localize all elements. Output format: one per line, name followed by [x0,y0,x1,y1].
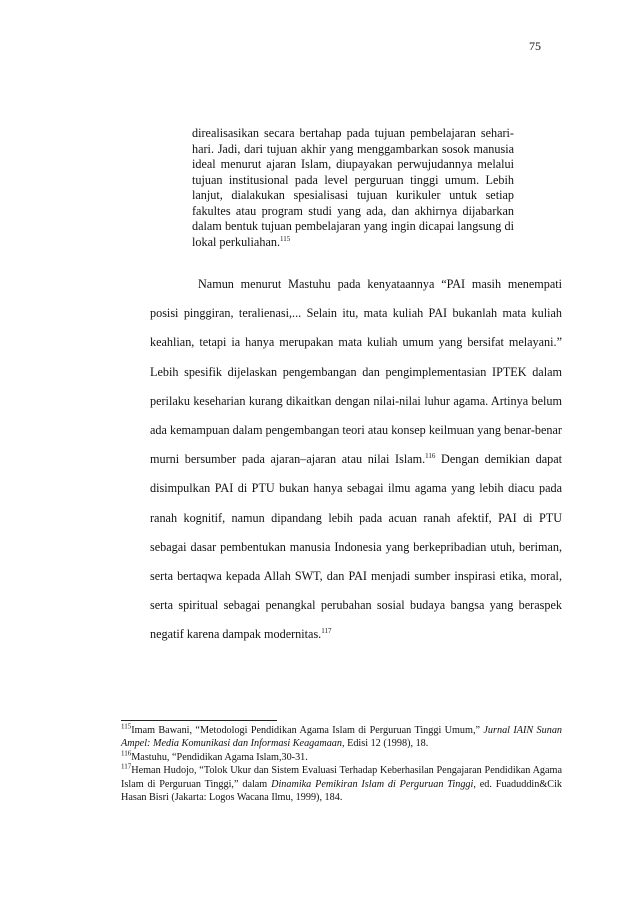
footnote-text-end: , Edisi 12 (1998), 18. [342,738,429,750]
footnote-divider [121,720,277,721]
block-quote-text: direalisasikan secara bertahap pada tujuan pembelajaran sehari-hari. Jadi, dari tujuan akhir yang menggambarkan sosok manusia ideal menurut ajaran Islam, diupayakan perwujudannya melalui tujuan institusional pada level perguruan tinggi umum. Lebih lanjut, dialakukan spesialisasi tujuan kurikuler untuk setiap fakultes atau program studi yang ada, dan akhirnya dijabarkan dalam bentuk tujuan pembelajaran yang ingin dicapai langsung di lokal perkuliahan. [192,126,514,249]
body-text-part1: Namun menurut Mastuhu pada kenyataannya “PAI masih menempati posisi pinggiran, teralienasi,... Selain itu, mata kuliah PAI bukanlah mata kuliah keahlian, tetapi ia hanya merupakan mata kuliah umum yang bersifat melayani.” Lebih spesifik dijelaskan pengembangan dan pengimplementasian IPTEK dalam perilaku keseharian kurang dikaitkan dengan nilai-nilai luhur agama. Artinya belum ada kemampuan dalam pengembangan teori atau konsep keilmuan yang benar-benar murni bersumber pada ajaran–ajaran atau nilai Islam. [150,277,562,467]
footnote-text: Imam Bawani, “Metodologi Pendidikan Agama Islam di Perguruan Tinggi Umum,” [131,725,484,736]
footnote-text-end: , ed. Fuaduddin&Cik Hasan Bisri (Jakarta: Logos Wacana Ilmu, 1999), 184. [121,778,562,804]
footnote-text: Mastuhu, “Pendidikan Agama Islam,30-31. [131,751,308,763]
block-quote [192,126,514,250]
page-number: 75 [529,39,541,53]
footnotes [121,724,562,804]
footnote-117 [121,764,562,804]
footnote-number: 117 [121,762,132,771]
body-paragraph [150,270,562,650]
footnote-source-title: Dinamika Pemikiran Islam di Perguruan Tinggi [271,778,474,790]
body-text-part2: Dengan demikian dapat disimpulkan PAI di PTU bukan hanya sebagai ilmu agama yang lebih diacu pada ranah kognitif, namun dipandang lebih pada acuan ranah afektif, PAI di PTU sebagai dasar pembentukan manusia Indonesia yang berkepribadian utuh, beriman, serta bertaqwa kepada Allah SWT, dan PAI menjadi sumber inspirasi etika, moral, serta spiritual sebagai penangkal perubahan sosial budaya bangsa yang beraspek negatif karena dampak modernitas. [150,452,562,642]
footnote-ref-116: 116 [425,452,436,461]
footnote-115 [121,724,562,751]
footnote-ref-115: 115 [280,234,291,243]
footnote-source-title: Jurnal IAIN Sunan Ampel: Media Komunikasi dan Informasi Keagamaan [121,725,563,750]
footnote-number: 115 [121,722,132,731]
footnote-116 [121,751,562,764]
footnote-text: Heman Hudojo, “Tolok Ukur dan Sistem Evaluasi Terhadap Keberhasilan Pengajaran Pendidikan Agama Islam di Perguruan Tinggi,” dalam [121,765,562,790]
footnote-ref-117: 117 [321,627,332,636]
footnote-number: 116 [121,749,132,758]
